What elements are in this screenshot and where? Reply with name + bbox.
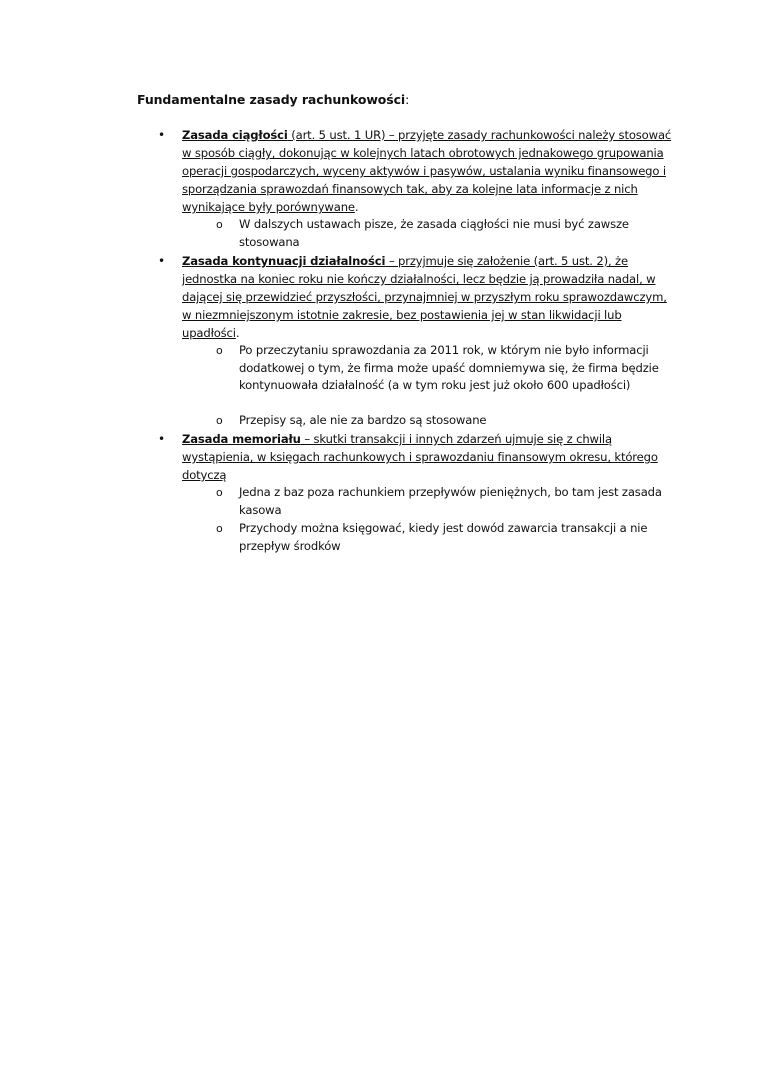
principle-term: Zasada kontynuacji działalności [182, 254, 386, 268]
heading-colon: : [405, 92, 410, 107]
bullet-icon: • [158, 432, 165, 446]
note-text: Jedna z baz poza rachunkiem przepływów pieniężnych, bo tam jest zasada kasowa [239, 485, 662, 517]
note-item [216, 412, 669, 430]
sub-bullet-icon: o [216, 414, 223, 427]
note-item [216, 520, 669, 555]
sub-bullet-icon: o [216, 344, 223, 357]
bullet-icon: • [158, 128, 165, 142]
note-text: W dalszych ustawach pisze, że zasada ciągłości nie musi być zawsze stosowana [239, 217, 629, 249]
note-text: Po przeczytaniu sprawozdania za 2011 rok, w którym nie było informacji dodatkowej o tym, że firma może upaść domniemywa się, że firma będzie kontynuowała działalność (a w tym roku jest już około 600 upadłości) [239, 343, 659, 392]
note-text: Przychody można księgować, kiedy jest dowód zawarcia transakcji a nie przepływ środków [239, 521, 648, 553]
principle-definition: (art. 5 ust. 1 UR) – przyjęte zasady rachunkowości należy stosować w sposób ciągły, dokonując w kolejnych latach obrotowych jednakowego grupowania operacji gospodarczych, wyceny aktywów i pasywów, ustalania wyniku finansowego i sporządzania sprawozdań finansowych tak, aby za kolejne lata informacje z nich wynikające były porównywane [182, 128, 672, 214]
note-item [216, 342, 669, 395]
principle-term: Zasada ciągłości [182, 128, 288, 142]
note-item [216, 484, 669, 519]
principle-tail: . [235, 326, 240, 340]
principle-continuity [158, 126, 672, 216]
sub-bullet-icon: o [216, 486, 223, 499]
principle-going-concern [158, 252, 672, 342]
bullet-icon: • [158, 254, 165, 268]
note-text: Przepisy są, ale nie za bardzo są stosowane [239, 413, 487, 427]
principle-definition: – przyjmuje się założenie (art. 5 ust. 2), że jednostka na koniec roku nie kończy działalności, lecz będzie ją prowadziła nadal, w dającej się przewidzieć przyszłości, przynajmniej w przyszłym roku sprawozdawczym, w niezmniejszonym istotnie zakresie, bez postawienia jej w stan likwidacji lub upadłości [182, 254, 667, 340]
principle-accrual [158, 430, 672, 484]
heading-text: Fundamentalne zasady rachunkowości [137, 92, 406, 107]
principle-term: Zasada memoriału [182, 432, 301, 446]
note-item [216, 216, 669, 251]
principle-definition: – skutki transakcji i innych zdarzeń ujmuje się z chwilą wystąpienia, w księgach rachunkowych i sprawozdaniu finansowym okresu, którego dotyczą [182, 432, 658, 482]
sub-bullet-icon: o [216, 522, 223, 535]
document-heading [137, 92, 409, 107]
sub-bullet-icon: o [216, 218, 223, 231]
principle-tail: . [354, 200, 359, 214]
